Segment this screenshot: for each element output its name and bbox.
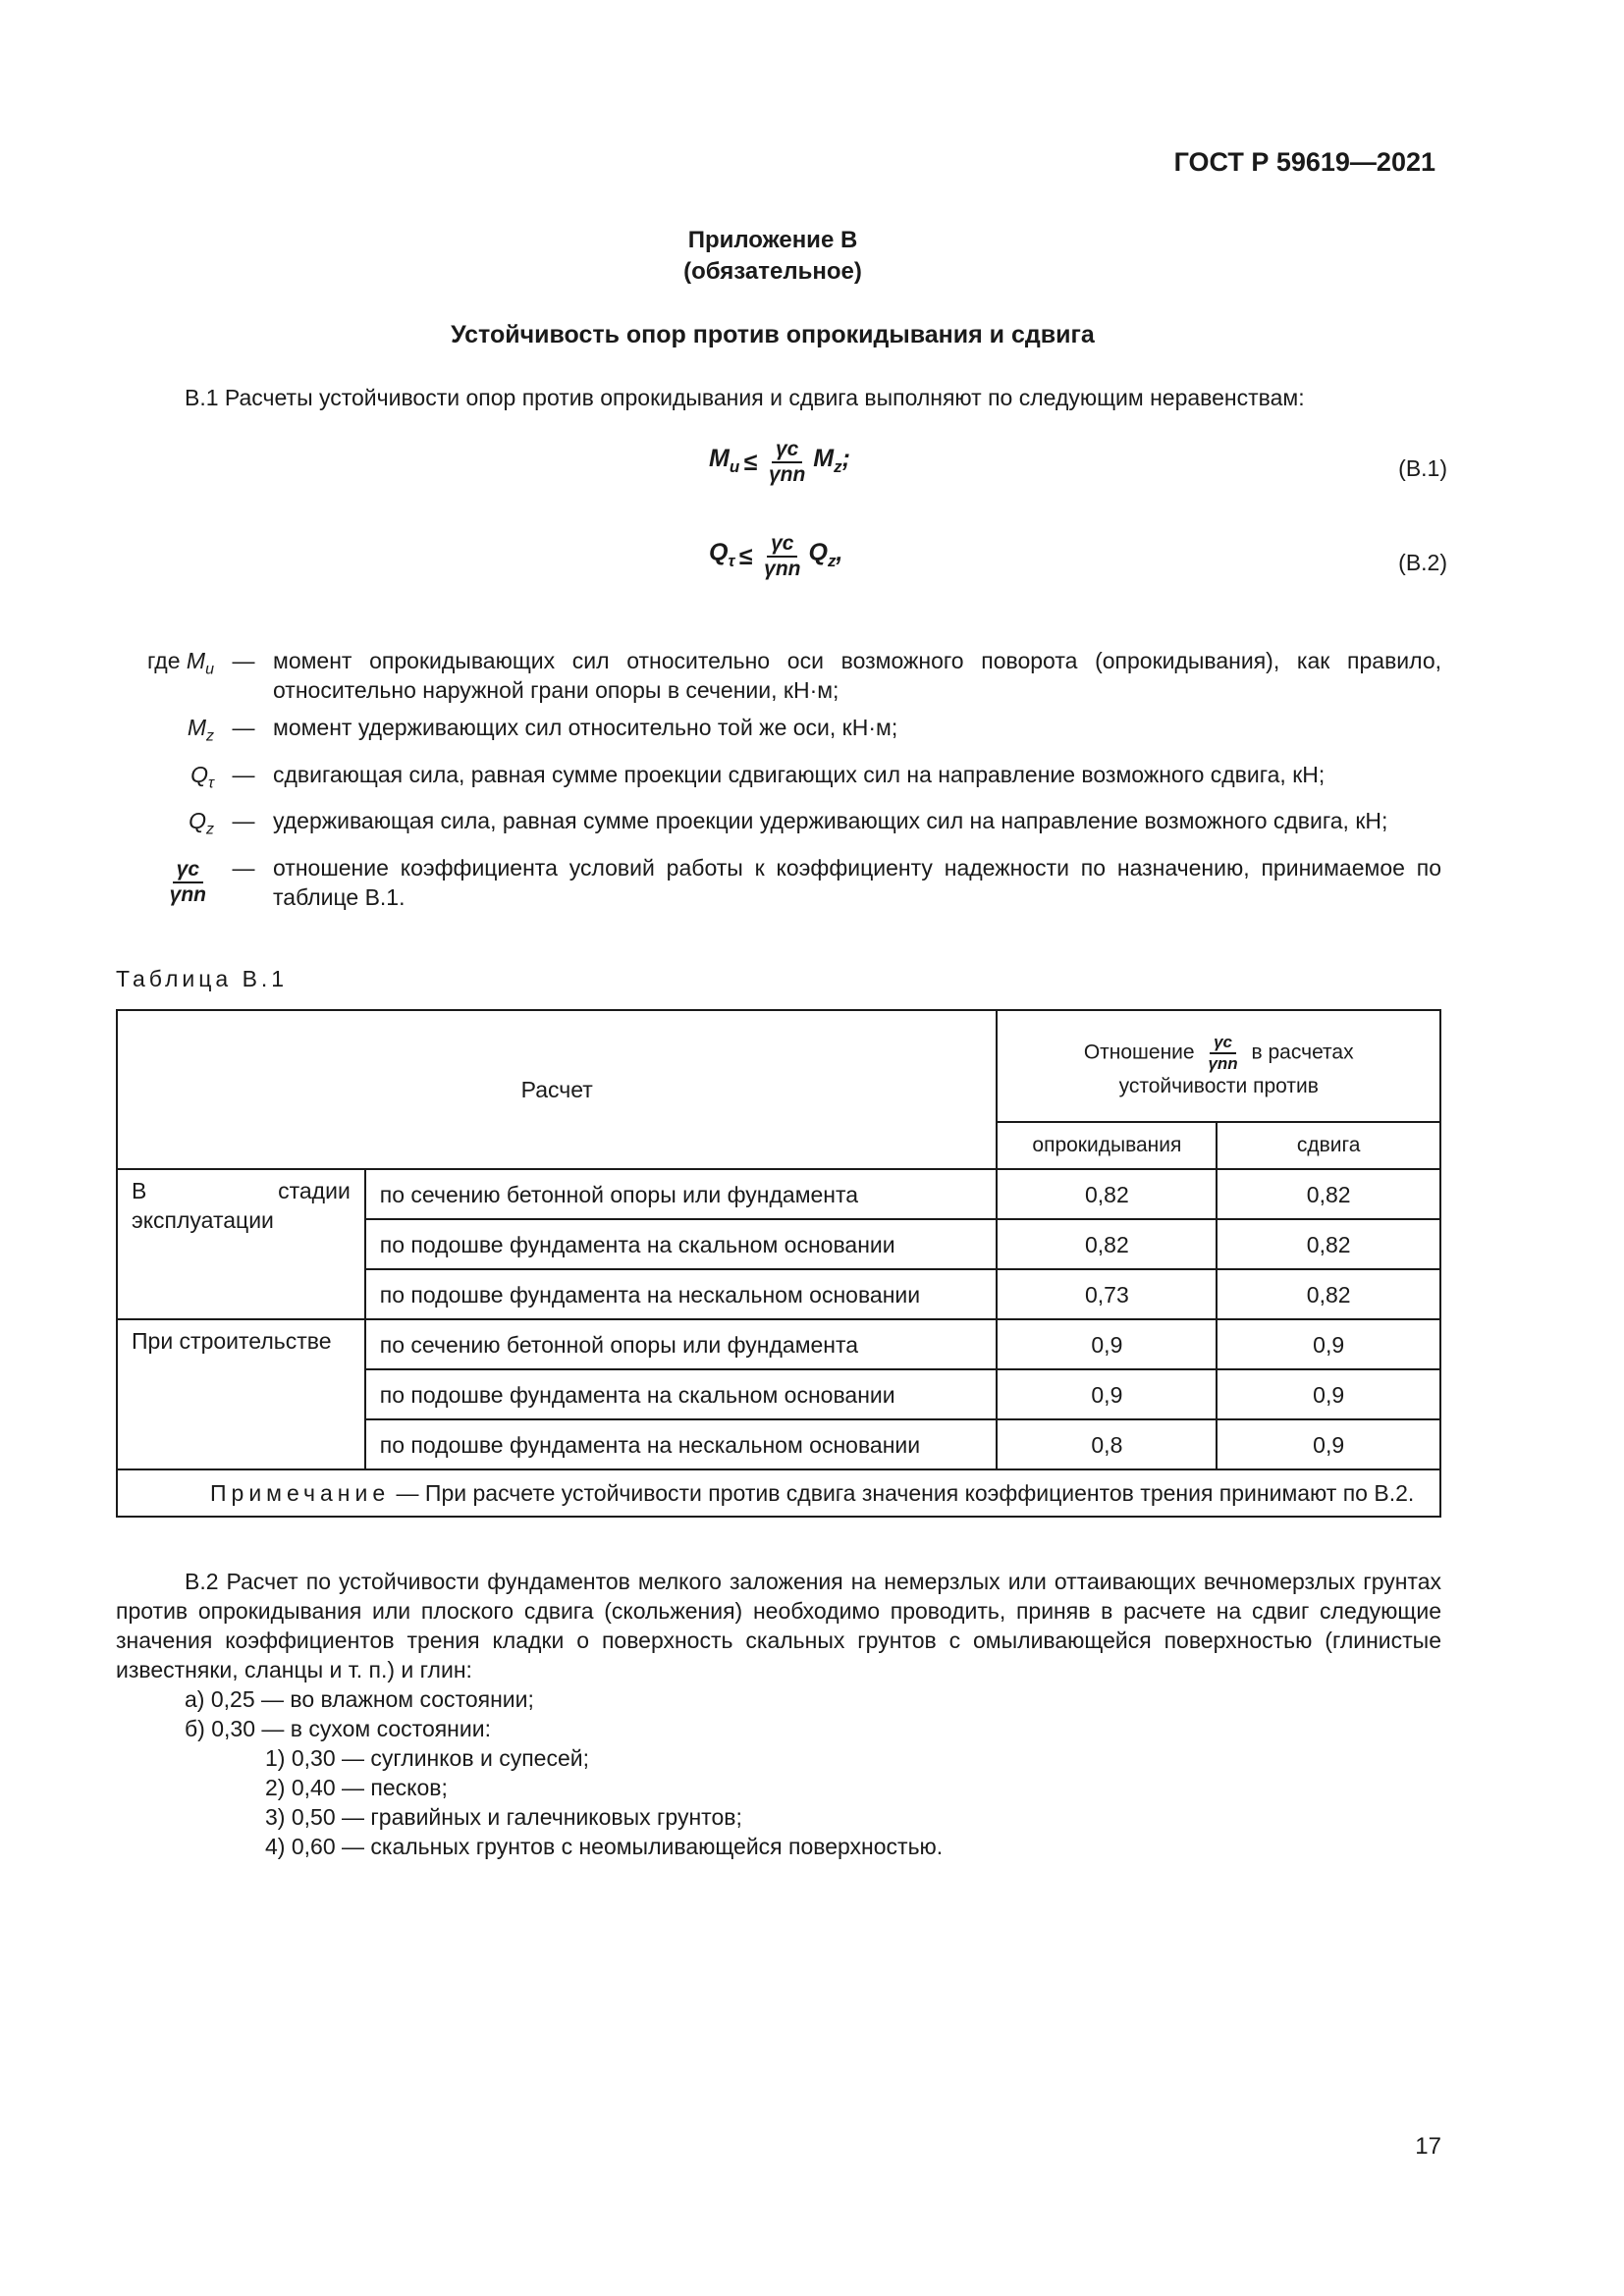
coefficients-table xyxy=(116,1009,1441,1518)
desc-cell: по подошве фундамента на нескальном основании xyxy=(365,1269,998,1319)
overturn-cell: 0,82 xyxy=(997,1169,1217,1219)
definition-item: $\frac{\gamma c}{\text{γnn}}$ — отношение коэффициента условий работы к коэффициенту надежности по назначению, принимаемое по таблице В.1. xyxy=(116,853,1441,912)
table-row xyxy=(117,1319,1440,1369)
shift-cell: 0,82 xyxy=(1217,1269,1440,1319)
definition-text: момент опрокидывающих сил относительно оси возможного поворота (опрокидывания), как правило, относительно наружной грани опоры в сечении, кН·м; xyxy=(273,648,1441,703)
formula-rhs: $M_z$; xyxy=(813,444,850,476)
formula-fraction: $\frac{\gamma c}{\text{γnn}}$ xyxy=(768,438,806,486)
definition-term: $Q_\tau$ xyxy=(190,761,214,792)
formula-fraction: $\frac{\gamma c}{\text{γnn}}$ xyxy=(764,532,801,580)
document-code: ГОСТ Р 59619—2021 xyxy=(1173,147,1435,177)
formula-rhs: $Q_z$, xyxy=(808,538,843,570)
overturn-cell: 0,73 xyxy=(997,1269,1217,1319)
definition-item: $Q_z$ — удерживающая сила, равная сумме проекции удерживающих сил на направление возможного сдвига, кН; xyxy=(116,806,1441,845)
ratio-fraction: $\frac{\gamma c}{\text{γnn}}$ xyxy=(169,857,206,906)
list-item: а) 0,25 — во влажном состоянии; xyxy=(185,1686,534,1712)
definition-text: сдвигающая сила, равная сумме проекции сдвигающих сил на направление возможного сдвига, кН; xyxy=(273,761,1326,787)
shift-cell: 0,82 xyxy=(1217,1219,1440,1269)
shift-cell: 0,9 xyxy=(1217,1369,1440,1419)
overturn-cell: 0,9 xyxy=(997,1369,1217,1419)
list-item: 4) 0,60 — скальных грунтов с неомыливающейся поверхностью. xyxy=(265,1834,944,1859)
header-ratio: Отношение $\frac{\gamma c}{\text{γnn}}$ в расчетах устойчивости против xyxy=(997,1010,1440,1122)
page-number: 17 xyxy=(1415,2133,1441,2160)
overturn-cell: 0,9 xyxy=(997,1319,1217,1369)
definition-text: удерживающая сила, равная сумме проекции удерживающих сил на направление возможного сдвига, кН; xyxy=(273,808,1388,834)
formula-b1 xyxy=(709,438,850,487)
definition-text: отношение коэффициента условий работы к коэффициенту надежности по назначению, принимаемое по таблице В.1. xyxy=(273,854,1441,910)
table-label: Таблица В.1 xyxy=(116,966,289,991)
col-overturn: опрокидывания xyxy=(997,1122,1217,1169)
formula-sign: ≤ xyxy=(743,449,757,476)
definition-term: где $M_u$ xyxy=(146,648,214,678)
table-header-row xyxy=(117,1010,1440,1122)
definitions-list xyxy=(116,646,1441,920)
stage-cell: В стадии эксплуатации xyxy=(117,1169,365,1319)
definition-term: $M_z$ xyxy=(187,715,214,745)
desc-cell: по подошве фундамента на скальном основании xyxy=(365,1369,998,1419)
definition-item: где $M_u$ — момент опрокидывающих сил относительно оси возможного поворота (опрокидывания), как правило, относительно наружной грани опоры в сечении, кН·м; xyxy=(116,646,1441,705)
formula-sign: ≤ xyxy=(738,543,753,570)
table-row xyxy=(117,1169,1440,1219)
table-note-row xyxy=(117,1469,1440,1517)
section-title: Устойчивость опор против опрокидывания и сдвига xyxy=(451,321,1095,348)
formula-b2 xyxy=(709,532,842,581)
stage-cell: При строительстве xyxy=(117,1319,365,1469)
appendix-title: Приложение В xyxy=(687,227,858,253)
desc-cell: по сечению бетонной опоры или фундамента xyxy=(365,1169,998,1219)
desc-cell: по подошве фундамента на скальном основании xyxy=(365,1219,998,1269)
definition-text: момент удерживающих сил относительно той же оси, кН·м; xyxy=(273,715,898,740)
overturn-cell: 0,8 xyxy=(997,1419,1217,1469)
shift-cell: 0,9 xyxy=(1217,1319,1440,1369)
definition-term: $Q_z$ xyxy=(189,808,214,838)
formula-lhs: $M_u$ xyxy=(709,444,740,476)
desc-cell: по сечению бетонной опоры или фундамента xyxy=(365,1319,998,1369)
paragraph-b2: В.2 Расчет по устойчивости фундаментов мелкого заложения на немерзлых или оттаивающих вечномерзлых грунтах против опрокидывания или плоского сдвига (скольжения) необходимо проводить, приняв в расчете на сдвиг следующие значения коэффициентов трения кладки о поверхность скальных грунтов с омыливающейся поверхностью (глинистые известняки, сланцы и т. п.) и глин: xyxy=(116,1569,1441,1682)
header-calc: Расчет xyxy=(117,1010,997,1169)
overturn-cell: 0,82 xyxy=(997,1219,1217,1269)
list-item: б) 0,30 — в сухом состоянии: xyxy=(185,1716,491,1741)
col-shift: сдвига xyxy=(1217,1122,1440,1169)
table-note: Примечание — При расчете устойчивости против сдвига значения коэффициентов трения принимают по В.2. xyxy=(117,1469,1440,1517)
desc-cell: по подошве фундамента на нескальном основании xyxy=(365,1419,998,1469)
equation-number-b1: (В.1) xyxy=(1398,455,1447,481)
appendix-subtitle: (обязательное) xyxy=(683,258,862,285)
list-item: 3) 0,50 — гравийных и галечниковых грунтов; xyxy=(265,1804,742,1830)
equation-number-b2: (В.2) xyxy=(1398,550,1447,575)
definition-item: $Q_\tau$ — сдвигающая сила, равная сумме проекции сдвигающих сил на направление возможного сдвига, кН; xyxy=(116,760,1441,799)
intro-paragraph: В.1 Расчеты устойчивости опор против опрокидывания и сдвига выполняют по следующим неравенствам: xyxy=(185,385,1305,410)
definition-term xyxy=(116,853,214,912)
definition-item: $M_z$ — момент удерживающих сил относительно той же оси, кН·м; xyxy=(116,713,1441,752)
list-item: 2) 0,40 — песков; xyxy=(265,1775,448,1800)
shift-cell: 0,9 xyxy=(1217,1419,1440,1469)
list-item: 1) 0,30 — суглинков и супесей; xyxy=(265,1745,589,1771)
shift-cell: 0,82 xyxy=(1217,1169,1440,1219)
formula-lhs: $Q_\tau$ xyxy=(709,538,735,570)
